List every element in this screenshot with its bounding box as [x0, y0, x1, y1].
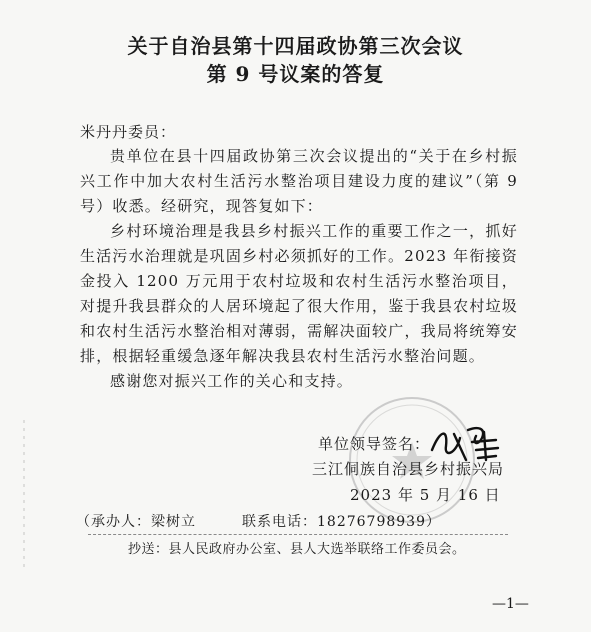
handler-info	[76, 511, 441, 531]
document-title-line-2: 第 9 号议案的答复	[206, 62, 385, 86]
handler-person: （承办人：梁树立	[76, 514, 196, 530]
cc-divider	[88, 534, 508, 535]
carbon-copy-line: 抄送：县人民政府办公室、县人大选举联络工作委员会。	[128, 542, 466, 557]
signature-date: 2023 年 5 月 16 日	[350, 486, 501, 504]
paragraph-thanks: 感谢您对振兴工作的关心和支持。	[110, 372, 354, 390]
paragraph-acknowledgement: 贵单位在县十四届政协第三次会议提出的“关于在乡村振兴工作中加大农村生活污水整治项目建设力度的建议”（第 9 号）收悉。经研究，现答复如下：	[80, 147, 518, 215]
handler-phone: 联系电话：18276798939）	[242, 514, 441, 530]
paragraph-response: 乡村环境治理是我县乡村振兴工作的重要工作之一，抓好生活污水治理就是巩固乡村必须抓好的工作。2023 年衔接资金投入 1200 万元用于农村垃圾和农村生活污水整治项目，对提升我县群众的人居环境起了很大作用，鉴于我县农村垃圾和农村生活污水整治相对薄弱，需解决面较广，我局将统筹安排，根据轻重缓急逐年解决我县农村生活污水整治问题。	[80, 222, 518, 365]
issuing-organization: 三江侗族自治县乡村振兴局	[312, 460, 505, 478]
reply-body	[80, 144, 518, 394]
binding-margin-marks	[18, 420, 30, 570]
salutation: 米丹丹委员：	[80, 123, 177, 141]
leader-signature-label: 单位领导签名：	[318, 435, 431, 453]
page-number: —1—	[492, 596, 529, 612]
document-title-line-1: 关于自治县第十四届政协第三次会议	[127, 34, 464, 58]
